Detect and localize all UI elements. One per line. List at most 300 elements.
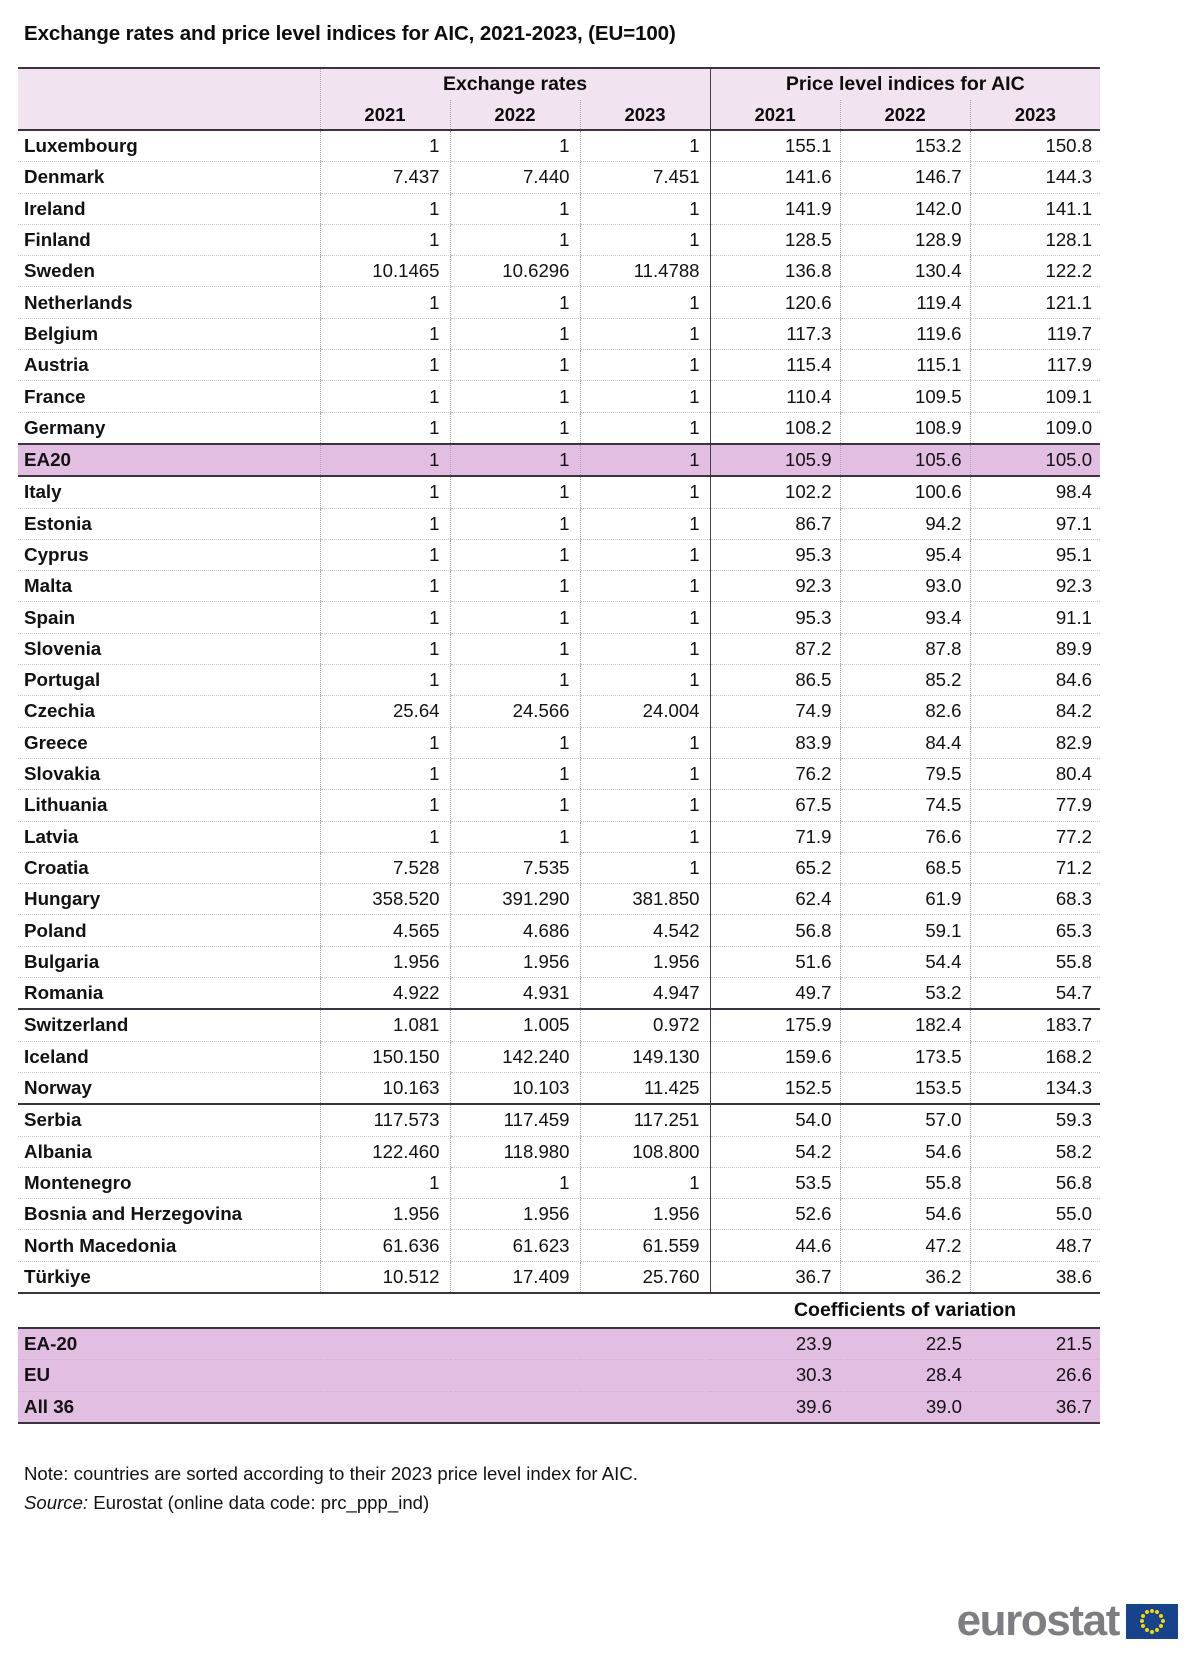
cell-price-level-index-2023: 144.3: [970, 162, 1100, 193]
header-blank-cell: [18, 68, 320, 100]
cell-exchange-rate-2023: 1: [580, 602, 710, 633]
cell-price-level-index-2023: 55.8: [970, 946, 1100, 977]
cell-price-level-index-2022: 36.2: [840, 1261, 970, 1293]
header-year-er-2021: 2021: [320, 100, 450, 130]
row-country-name: Germany: [18, 412, 320, 444]
cell-exchange-rate-2021: 10.163: [320, 1072, 450, 1104]
row-country-name: Ireland: [18, 193, 320, 224]
cell-exchange-rate-2023: 1: [580, 318, 710, 349]
row-country-name: Luxembourg: [18, 130, 320, 162]
cell-price-level-index-2022: 95.4: [840, 539, 970, 570]
eu-flag-icon: [1126, 1604, 1178, 1639]
cell-price-level-index-2023: 65.3: [970, 915, 1100, 946]
source-line: [24, 1489, 1200, 1518]
row-country-name: Bulgaria: [18, 946, 320, 977]
cell-price-level-index-2023: 91.1: [970, 602, 1100, 633]
cell-price-level-index-2023: 109.0: [970, 412, 1100, 444]
row-country-name: Malta: [18, 571, 320, 602]
cell-exchange-rate-2021: 358.520: [320, 884, 450, 915]
cell-price-level-index-2022: 146.7: [840, 162, 970, 193]
coefficients-row-label: EU: [18, 1360, 710, 1391]
cell-price-level-index-2023: 121.1: [970, 287, 1100, 318]
cell-exchange-rate-2021: 1: [320, 476, 450, 508]
source-label: Source:: [24, 1491, 89, 1513]
flag-star: [1159, 1614, 1163, 1618]
cell-exchange-rate-2022: 1: [450, 444, 580, 476]
cell-exchange-rate-2022: 1: [450, 381, 580, 412]
cell-exchange-rate-2022: 1.005: [450, 1009, 580, 1041]
row-country-name: Latvia: [18, 821, 320, 852]
cell-exchange-rate-2021: 7.528: [320, 852, 450, 883]
row-country-name: Czechia: [18, 696, 320, 727]
cell-price-level-index-2022: 128.9: [840, 224, 970, 255]
table-row: [18, 162, 1100, 193]
cell-price-level-index-2022: 74.5: [840, 790, 970, 821]
cell-exchange-rate-2023: 1: [580, 790, 710, 821]
cell-exchange-rate-2022: 118.980: [450, 1136, 580, 1167]
cell-exchange-rate-2022: 1: [450, 412, 580, 444]
flag-star: [1159, 1624, 1163, 1628]
cell-exchange-rate-2021: 150.150: [320, 1041, 450, 1072]
row-country-name: Spain: [18, 602, 320, 633]
header-year-pli-2023: 2023: [970, 100, 1100, 130]
cell-price-level-index-2023: 80.4: [970, 758, 1100, 789]
cell-exchange-rate-2023: 149.130: [580, 1041, 710, 1072]
coefficients-cell-2021: 30.3: [710, 1360, 840, 1391]
row-country-name: Albania: [18, 1136, 320, 1167]
cell-price-level-index-2021: 128.5: [710, 224, 840, 255]
cell-exchange-rate-2023: 1.956: [580, 946, 710, 977]
cell-exchange-rate-2023: 1: [580, 350, 710, 381]
cell-price-level-index-2023: 119.7: [970, 318, 1100, 349]
cell-exchange-rate-2022: 1: [450, 224, 580, 255]
flag-star: [1140, 1619, 1144, 1623]
table-row: [18, 381, 1100, 412]
row-country-name: Croatia: [18, 852, 320, 883]
cell-exchange-rate-2021: 1: [320, 381, 450, 412]
cell-exchange-rate-2022: 4.686: [450, 915, 580, 946]
row-country-name: Poland: [18, 915, 320, 946]
cell-exchange-rate-2023: 1: [580, 571, 710, 602]
cell-exchange-rate-2023: 1: [580, 193, 710, 224]
cell-exchange-rate-2022: 1: [450, 790, 580, 821]
flag-star: [1145, 1610, 1149, 1614]
cell-exchange-rate-2023: 1: [580, 287, 710, 318]
coefficients-cell-2021: 23.9: [710, 1328, 840, 1360]
row-country-name: Greece: [18, 727, 320, 758]
cell-price-level-index-2021: 92.3: [710, 571, 840, 602]
cell-price-level-index-2022: 61.9: [840, 884, 970, 915]
note-line: Note: countries are sorted according to their 2023 price level index for AIC.: [24, 1462, 638, 1484]
cell-exchange-rate-2022: 1: [450, 318, 580, 349]
row-country-name: Montenegro: [18, 1167, 320, 1198]
table-row: [18, 444, 1100, 476]
cell-price-level-index-2021: 76.2: [710, 758, 840, 789]
cell-price-level-index-2023: 54.7: [970, 978, 1100, 1010]
cell-price-level-index-2023: 168.2: [970, 1041, 1100, 1072]
cell-price-level-index-2023: 71.2: [970, 852, 1100, 883]
table-row: [18, 350, 1100, 381]
flag-star: [1141, 1614, 1145, 1618]
cell-exchange-rate-2023: 1: [580, 727, 710, 758]
cell-exchange-rate-2022: 1: [450, 602, 580, 633]
cell-exchange-rate-2022: 1: [450, 758, 580, 789]
cell-exchange-rate-2021: 1: [320, 508, 450, 539]
cell-exchange-rate-2022: 7.440: [450, 162, 580, 193]
cell-price-level-index-2021: 108.2: [710, 412, 840, 444]
cell-price-level-index-2022: 54.6: [840, 1199, 970, 1230]
cell-exchange-rate-2023: 1: [580, 539, 710, 570]
cell-exchange-rate-2022: 61.623: [450, 1230, 580, 1261]
cell-exchange-rate-2021: 61.636: [320, 1230, 450, 1261]
cell-price-level-index-2021: 74.9: [710, 696, 840, 727]
table-row: [18, 1041, 1100, 1072]
cell-exchange-rate-2023: 61.559: [580, 1230, 710, 1261]
cell-exchange-rate-2021: 1: [320, 665, 450, 696]
cell-exchange-rate-2021: 1.956: [320, 1199, 450, 1230]
cell-exchange-rate-2023: 381.850: [580, 884, 710, 915]
cell-price-level-index-2021: 49.7: [710, 978, 840, 1010]
cell-exchange-rate-2023: 4.947: [580, 978, 710, 1010]
cell-price-level-index-2022: 142.0: [840, 193, 970, 224]
cell-exchange-rate-2022: 10.103: [450, 1072, 580, 1104]
table-row: [18, 852, 1100, 883]
row-country-name: Serbia: [18, 1104, 320, 1136]
cell-price-level-index-2021: 175.9: [710, 1009, 840, 1041]
cell-price-level-index-2022: 85.2: [840, 665, 970, 696]
cell-price-level-index-2022: 105.6: [840, 444, 970, 476]
cell-exchange-rate-2021: 117.573: [320, 1104, 450, 1136]
cell-price-level-index-2023: 82.9: [970, 727, 1100, 758]
cell-price-level-index-2022: 54.6: [840, 1136, 970, 1167]
cell-exchange-rate-2022: 1: [450, 287, 580, 318]
coefficients-cell-2023: 21.5: [970, 1328, 1100, 1360]
row-country-name: Netherlands: [18, 287, 320, 318]
row-country-name: Belgium: [18, 318, 320, 349]
table-row: [18, 821, 1100, 852]
cell-price-level-index-2023: 92.3: [970, 571, 1100, 602]
cell-price-level-index-2022: 108.9: [840, 412, 970, 444]
cell-exchange-rate-2021: 1: [320, 539, 450, 570]
row-country-name: Sweden: [18, 256, 320, 287]
cell-price-level-index-2022: 59.1: [840, 915, 970, 946]
cell-price-level-index-2021: 36.7: [710, 1261, 840, 1293]
table-row: [18, 508, 1100, 539]
table-row: [18, 1136, 1100, 1167]
cell-exchange-rate-2021: 4.922: [320, 978, 450, 1010]
cell-price-level-index-2023: 68.3: [970, 884, 1100, 915]
cell-exchange-rate-2023: 1: [580, 758, 710, 789]
cell-exchange-rate-2023: 1: [580, 224, 710, 255]
cell-exchange-rate-2021: 10.1465: [320, 256, 450, 287]
cell-price-level-index-2021: 86.7: [710, 508, 840, 539]
cell-price-level-index-2023: 77.2: [970, 821, 1100, 852]
source-text: Eurostat (online data code: prc_ppp_ind): [93, 1491, 430, 1513]
coefficients-cell-2023: 36.7: [970, 1391, 1100, 1423]
cell-price-level-index-2022: 94.2: [840, 508, 970, 539]
cell-exchange-rate-2023: 11.425: [580, 1072, 710, 1104]
header-year-pli-2021: 2021: [710, 100, 840, 130]
cell-price-level-index-2021: 86.5: [710, 665, 840, 696]
cell-price-level-index-2021: 65.2: [710, 852, 840, 883]
table-row: [18, 1009, 1100, 1041]
table-header: [18, 68, 1100, 130]
cell-exchange-rate-2021: 1: [320, 287, 450, 318]
cell-price-level-index-2023: 84.2: [970, 696, 1100, 727]
cell-exchange-rate-2021: 1: [320, 821, 450, 852]
cell-price-level-index-2022: 153.5: [840, 1072, 970, 1104]
table-row: [18, 946, 1100, 977]
cell-price-level-index-2023: 109.1: [970, 381, 1100, 412]
cell-exchange-rate-2022: 391.290: [450, 884, 580, 915]
cell-price-level-index-2021: 67.5: [710, 790, 840, 821]
cell-exchange-rate-2022: 1: [450, 821, 580, 852]
table-row: [18, 696, 1100, 727]
coefficients-row: [18, 1391, 1100, 1423]
cell-exchange-rate-2022: 1: [450, 193, 580, 224]
cell-exchange-rate-2021: 1: [320, 412, 450, 444]
cell-price-level-index-2023: 56.8: [970, 1167, 1100, 1198]
cell-exchange-rate-2021: 1: [320, 571, 450, 602]
cell-price-level-index-2022: 119.4: [840, 287, 970, 318]
cell-exchange-rate-2023: 117.251: [580, 1104, 710, 1136]
table-row: [18, 130, 1100, 162]
cell-exchange-rate-2023: 1: [580, 665, 710, 696]
cell-price-level-index-2021: 152.5: [710, 1072, 840, 1104]
cell-price-level-index-2022: 119.6: [840, 318, 970, 349]
cell-exchange-rate-2021: 1: [320, 193, 450, 224]
cell-price-level-index-2023: 55.0: [970, 1199, 1100, 1230]
cell-exchange-rate-2023: 1: [580, 381, 710, 412]
cell-price-level-index-2022: 76.6: [840, 821, 970, 852]
cell-price-level-index-2021: 95.3: [710, 602, 840, 633]
coefficients-cell-2022: 39.0: [840, 1391, 970, 1423]
cell-price-level-index-2023: 105.0: [970, 444, 1100, 476]
cell-exchange-rate-2021: 122.460: [320, 1136, 450, 1167]
table-row: [18, 1072, 1100, 1104]
cell-price-level-index-2023: 141.1: [970, 193, 1100, 224]
row-country-name: EA20: [18, 444, 320, 476]
cell-price-level-index-2023: 89.9: [970, 633, 1100, 664]
cell-exchange-rate-2022: 1: [450, 350, 580, 381]
table-row: [18, 1199, 1100, 1230]
cell-price-level-index-2021: 56.8: [710, 915, 840, 946]
cell-price-level-index-2021: 71.9: [710, 821, 840, 852]
cell-price-level-index-2022: 109.5: [840, 381, 970, 412]
cell-price-level-index-2022: 47.2: [840, 1230, 970, 1261]
flag-star: [1141, 1624, 1145, 1628]
footnotes: [24, 1460, 1200, 1518]
row-country-name: Iceland: [18, 1041, 320, 1072]
row-country-name: Romania: [18, 978, 320, 1010]
cell-price-level-index-2021: 141.6: [710, 162, 840, 193]
header-year-er-2022: 2022: [450, 100, 580, 130]
coefficients-cell-2022: 28.4: [840, 1360, 970, 1391]
coefficients-row-label: All 36: [18, 1391, 710, 1423]
cell-exchange-rate-2023: 1: [580, 852, 710, 883]
cell-exchange-rate-2022: 17.409: [450, 1261, 580, 1293]
row-country-name: Portugal: [18, 665, 320, 696]
cell-price-level-index-2021: 95.3: [710, 539, 840, 570]
coefficients-title-blank: [18, 1293, 710, 1327]
row-country-name: Slovenia: [18, 633, 320, 664]
cell-price-level-index-2023: 58.2: [970, 1136, 1100, 1167]
row-country-name: Cyprus: [18, 539, 320, 570]
cell-price-level-index-2021: 141.9: [710, 193, 840, 224]
cell-price-level-index-2022: 82.6: [840, 696, 970, 727]
cell-price-level-index-2022: 100.6: [840, 476, 970, 508]
cell-exchange-rate-2021: 1: [320, 633, 450, 664]
row-country-name: Estonia: [18, 508, 320, 539]
cell-exchange-rate-2022: 1.956: [450, 946, 580, 977]
cell-exchange-rate-2023: 1: [580, 508, 710, 539]
cell-price-level-index-2021: 102.2: [710, 476, 840, 508]
cell-exchange-rate-2021: 7.437: [320, 162, 450, 193]
cell-price-level-index-2023: 183.7: [970, 1009, 1100, 1041]
row-country-name: Italy: [18, 476, 320, 508]
cell-price-level-index-2023: 150.8: [970, 130, 1100, 162]
cell-price-level-index-2021: 136.8: [710, 256, 840, 287]
table-row: [18, 915, 1100, 946]
table-row: [18, 287, 1100, 318]
cell-exchange-rate-2021: 4.565: [320, 915, 450, 946]
cell-price-level-index-2021: 155.1: [710, 130, 840, 162]
cell-price-level-index-2021: 54.0: [710, 1104, 840, 1136]
table-row: [18, 412, 1100, 444]
cell-exchange-rate-2021: 1: [320, 130, 450, 162]
table-row: [18, 224, 1100, 255]
table-row: [18, 727, 1100, 758]
flag-star: [1145, 1628, 1149, 1632]
cell-price-level-index-2022: 93.0: [840, 571, 970, 602]
header-group-row: [18, 68, 1100, 100]
cell-exchange-rate-2022: 1: [450, 665, 580, 696]
eurostat-logo: [956, 1596, 1178, 1645]
row-country-name: Austria: [18, 350, 320, 381]
row-country-name: Norway: [18, 1072, 320, 1104]
cell-exchange-rate-2023: 1: [580, 412, 710, 444]
cell-exchange-rate-2022: 1: [450, 571, 580, 602]
cell-exchange-rate-2021: 1.956: [320, 946, 450, 977]
cell-exchange-rate-2023: 7.451: [580, 162, 710, 193]
cell-exchange-rate-2023: 1: [580, 633, 710, 664]
cell-exchange-rate-2023: 1: [580, 1167, 710, 1198]
cell-exchange-rate-2022: 1: [450, 633, 580, 664]
row-country-name: Finland: [18, 224, 320, 255]
coefficients-cell-2023: 26.6: [970, 1360, 1100, 1391]
page-title: Exchange rates and price level indices for AIC, 2021-2023, (EU=100): [24, 22, 676, 45]
table-container: [18, 67, 1182, 1424]
cell-price-level-index-2023: 128.1: [970, 224, 1100, 255]
cell-exchange-rate-2021: 1: [320, 602, 450, 633]
table-row: [18, 318, 1100, 349]
table-row: [18, 884, 1100, 915]
cell-price-level-index-2021: 54.2: [710, 1136, 840, 1167]
cell-exchange-rate-2022: 1.956: [450, 1199, 580, 1230]
table-row: [18, 1261, 1100, 1293]
cell-exchange-rate-2023: 25.760: [580, 1261, 710, 1293]
flag-star: [1150, 1630, 1154, 1634]
flag-star: [1155, 1628, 1159, 1632]
cell-price-level-index-2022: 87.8: [840, 633, 970, 664]
cell-price-level-index-2021: 110.4: [710, 381, 840, 412]
cell-price-level-index-2021: 115.4: [710, 350, 840, 381]
cell-exchange-rate-2022: 10.6296: [450, 256, 580, 287]
cell-price-level-index-2023: 48.7: [970, 1230, 1100, 1261]
cell-price-level-index-2022: 130.4: [840, 256, 970, 287]
cell-price-level-index-2023: 117.9: [970, 350, 1100, 381]
cell-exchange-rate-2021: 1: [320, 790, 450, 821]
cell-price-level-index-2023: 59.3: [970, 1104, 1100, 1136]
table-row: [18, 1230, 1100, 1261]
cell-exchange-rate-2021: 10.512: [320, 1261, 450, 1293]
cell-exchange-rate-2023: 11.4788: [580, 256, 710, 287]
table-row: [18, 633, 1100, 664]
cell-price-level-index-2021: 44.6: [710, 1230, 840, 1261]
exchange-rate-pli-table: [18, 67, 1100, 1424]
table-row: [18, 571, 1100, 602]
cell-price-level-index-2022: 115.1: [840, 350, 970, 381]
cell-exchange-rate-2021: 1: [320, 224, 450, 255]
cell-exchange-rate-2023: 4.542: [580, 915, 710, 946]
flag-star: [1161, 1619, 1165, 1623]
flag-star: [1150, 1609, 1154, 1613]
cell-exchange-rate-2023: 1: [580, 130, 710, 162]
cell-exchange-rate-2022: 1: [450, 727, 580, 758]
row-country-name: Switzerland: [18, 1009, 320, 1041]
cell-exchange-rate-2022: 1: [450, 539, 580, 570]
table-row: [18, 978, 1100, 1010]
cell-price-level-index-2022: 79.5: [840, 758, 970, 789]
cell-price-level-index-2023: 95.1: [970, 539, 1100, 570]
cell-price-level-index-2021: 83.9: [710, 727, 840, 758]
row-country-name: Slovakia: [18, 758, 320, 789]
coefficients-title-row: [18, 1293, 1100, 1327]
row-country-name: Lithuania: [18, 790, 320, 821]
row-country-name: Türkiye: [18, 1261, 320, 1293]
cell-exchange-rate-2023: 1: [580, 821, 710, 852]
table-row: [18, 476, 1100, 508]
cell-price-level-index-2023: 98.4: [970, 476, 1100, 508]
cell-exchange-rate-2023: 1: [580, 476, 710, 508]
cell-exchange-rate-2021: 1: [320, 350, 450, 381]
coefficients-title-label: Coefficients of variation: [710, 1293, 1100, 1327]
cell-price-level-index-2021: 51.6: [710, 946, 840, 977]
cell-exchange-rate-2021: 25.64: [320, 696, 450, 727]
table-row: [18, 1167, 1100, 1198]
row-country-name: Bosnia and Herzegovina: [18, 1199, 320, 1230]
cell-exchange-rate-2022: 117.459: [450, 1104, 580, 1136]
cell-price-level-index-2022: 153.2: [840, 130, 970, 162]
eurostat-wordmark: eurostat: [956, 1596, 1119, 1645]
table-row: [18, 1104, 1100, 1136]
row-country-name: Denmark: [18, 162, 320, 193]
cell-price-level-index-2021: 117.3: [710, 318, 840, 349]
cell-exchange-rate-2022: 7.535: [450, 852, 580, 883]
cell-price-level-index-2021: 105.9: [710, 444, 840, 476]
cell-exchange-rate-2022: 1: [450, 476, 580, 508]
cell-exchange-rate-2021: 1: [320, 758, 450, 789]
row-country-name: North Macedonia: [18, 1230, 320, 1261]
coefficients-cell-2022: 22.5: [840, 1328, 970, 1360]
cell-price-level-index-2021: 62.4: [710, 884, 840, 915]
cell-exchange-rate-2021: 1: [320, 318, 450, 349]
cell-price-level-index-2022: 173.5: [840, 1041, 970, 1072]
cell-price-level-index-2022: 84.4: [840, 727, 970, 758]
coefficients-row-label: EA-20: [18, 1328, 710, 1360]
flag-star: [1155, 1610, 1159, 1614]
cell-price-level-index-2023: 134.3: [970, 1072, 1100, 1104]
